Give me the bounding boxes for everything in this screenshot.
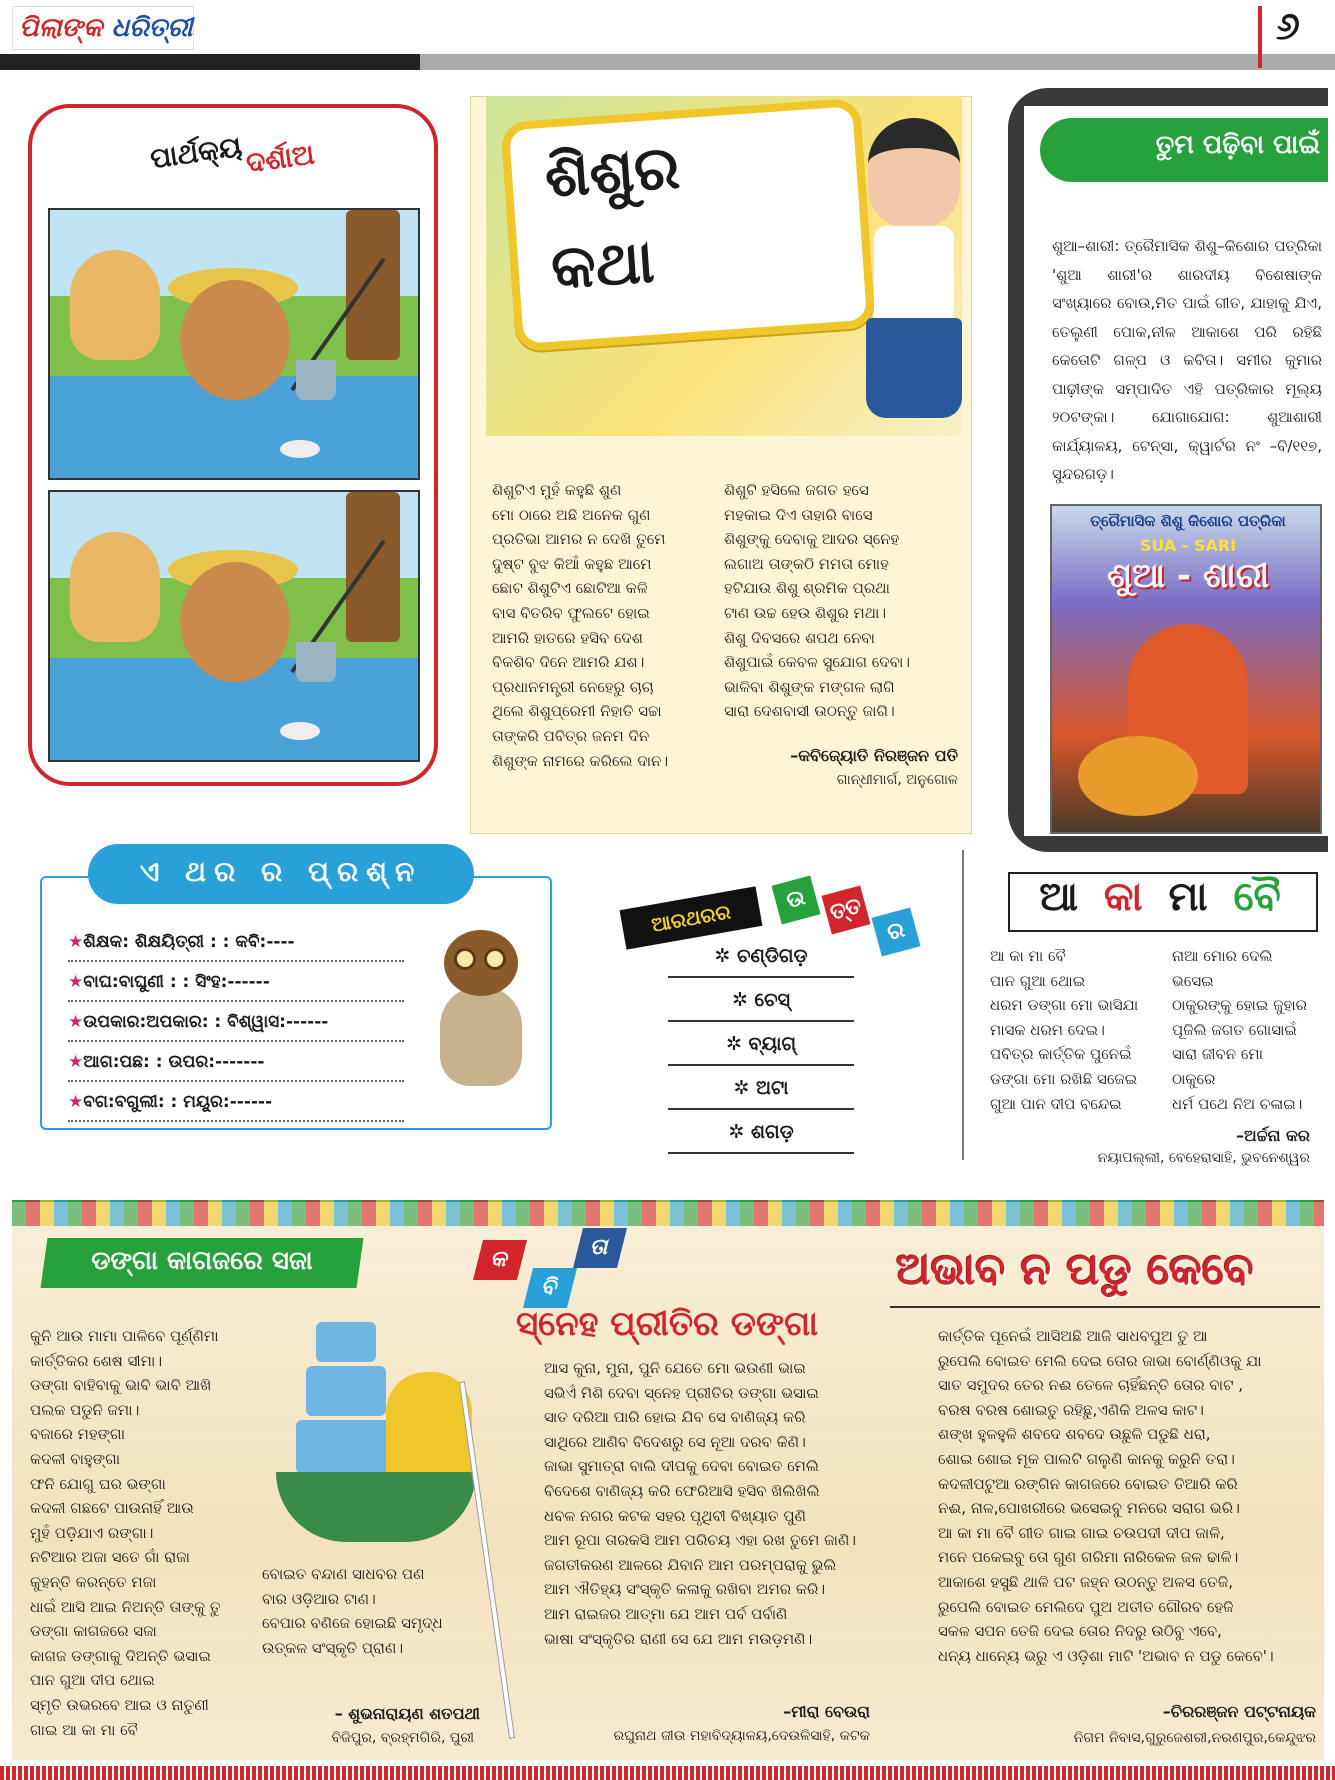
masthead-logo bbox=[12, 6, 194, 50]
story-title: ଶିଶୁର କଥା bbox=[542, 132, 682, 304]
tree-icon bbox=[346, 492, 400, 642]
kabita-letter: ବି bbox=[523, 1268, 577, 1308]
quiz-row bbox=[68, 922, 404, 962]
peacock-hull-icon bbox=[276, 1472, 476, 1542]
magazine-cover bbox=[1050, 504, 1322, 834]
spot-difference-image-1 bbox=[48, 208, 420, 480]
sail-icon bbox=[296, 1420, 396, 1474]
akamabai-title bbox=[1008, 874, 1318, 920]
magazine-subtitle: ତ୍ରୈମାସିକ ଶିଶୁ କିଶୋର ପତ୍ରିକା bbox=[1090, 512, 1286, 530]
story-poem-column-2: ଶିଶୁଟି ହସିଲେ ଜଗତ ହସେ ମହକାଇ ଦିଏ ତାହାରି ବାସେ ଶିଶୁଙ୍କୁ ଦେବାକୁ ଆଦର ସ୍ନେହ ଲଗାଅ ତାଙ୍କଠି ମମତା ମୋହ ହଟିଯାଉ ଶିଶୁ ଶ୍ରମିକ ପ୍ରଥା ଟାଣ ଉଚ୍ଚ ହେଉ ଶିଶୁର ମଥା। ଶିଶୁ ଦିବସରେ ଶପଥ ନେବା ଶିଶୁପାଇଁ କେବଳ ସୁଯୋଗ ଦେବା। ଭାଳିବା ଶିଶୁଙ୍କ ମଙ୍ଗଳ ଲାଗି ସାରା ଦେଶବାସୀ ଉଠନ୍ତୁ ଜାଗି। bbox=[724, 481, 910, 721]
right-poem-body: କାର୍ତ୍ତିକ ପୂନେଇଁ ଆସିଅଛି ଆଜି ସାଧବପୁଅ ତୁ ଆ ରୁପେଲି ବୋଇତ ମେଲି ଦେଇ ତୋର ଜାଭା ବୋର୍ଣ୍ଣିଓକୁ ଯା ସାତ ସମୁଦର ତେର ନଈ ତେଳେ ଚାହିଁଛନ୍ତି ତୋର ବାଟ , ବରଷ ବରଷ ଶୋଇତୁ ରହିଛୁ,ଏଣିକି ଅଳସ କାଟ। ଶଙ୍ଖ ହୁଳହୁଳି ଶବଦେ ଶବଦେ ଉଛୁଳି ପଡୁଛି ଧରା, ଶୋଇ ଶୋଇ ମୂକ ପାଲଟି ଗଲୁଣି କାନକୁ କରୁନି ତରା। କଦଳୀପଟୁଆ ରଙ୍ଗିନ କାଗଜରେ ବୋଇତ ତିଆରି କରି ନଈ, ନାଳ,ପୋଖରୀରେ ଭସେଇବୁ ମନରେ ସରାଗ ଭରି। ଆ କା ମା ବୈ ଗୀତ ଗାଇ ଗାଇ ଚଉପଦୀ ଦୀପ ଜାଳି, ମନେ ପକେଇବୁ ତୋ ଗୁଣ ଗରିମା ନାରିକେଳ ଜଳ ଢାଳି। ଆକାଶେ ହସୁଛି ଥାଳି ପଟ ଜହ୍ନ ଉଠନ୍ତୁ ଅଳସ ତେଜି, ରୁପେଲି ବୋଇତ ମେଲିଦେ ପୁଅ ଅତୀତ ଗୌରବ ହେଜି ସକଳ ସପନ ତେଜି ଦେଇ ତୋର ନିଦରୁ ଉଠିବୁ ଏବେ, ଧନ୍ୟ ଧାନ୍ୟେ ଭରୁ ଏ ଓଡ଼ିଶା ମାଟି 'ଅଭାବ ନ ପଡୁ କେବେ'। bbox=[938, 1327, 1274, 1665]
owl-eye bbox=[484, 948, 506, 970]
quiz-row-text: ଆଗ:ପଛ: : ଉପର:------- bbox=[83, 1052, 265, 1072]
answer-item: ✲ ଅଟା bbox=[668, 1066, 854, 1110]
magazine-name: ଶୁଆ - ଶାରୀ bbox=[1106, 556, 1270, 596]
mid-poem-title: ସ୍ନେହ ପ୍ରୀତିର ଡଙ୍ଗା bbox=[516, 1304, 818, 1344]
akamabai-author: –ଅର୍ଚ୍ଚନା କର bbox=[1235, 1126, 1310, 1145]
kabita-letter: କ bbox=[473, 1240, 527, 1280]
left-poem-column-2: ବୋଇତ ବନ୍ଦାଣ ସାଧବର ପଣ ବାର ଓଡ଼ିଆର ଟାଣ। ବେପାର ବଣିଜେ ହୋଇଛି ସମୃଦ୍ଧ ଉତ୍କଳ ସଂସ୍କୃତି ପ୍ରାଣ। bbox=[262, 1565, 443, 1657]
header-bar-grey bbox=[420, 54, 1335, 70]
kabita-letter: ତା bbox=[573, 1228, 627, 1268]
sail-icon bbox=[316, 1322, 376, 1362]
boat-illustration-icon bbox=[276, 1322, 476, 1552]
answers-letter: ର bbox=[872, 908, 921, 957]
answer-item: ✲ ଚଣ୍ଡିଗଡ଼ bbox=[668, 934, 854, 978]
footer-bar bbox=[0, 1766, 1335, 1780]
akamabai-title-ka: କା bbox=[1103, 874, 1149, 920]
tree-icon bbox=[346, 210, 400, 360]
garland-decoration bbox=[12, 1200, 1324, 1226]
bucket-icon bbox=[296, 360, 336, 400]
mid-poem-body: ଆସ କୁନା, ମୁନା, ପୁନି ଯେତେ ମୋ ଭଉଣୀ ଭାଇ ସଭିଏଁ ମିଶି ଦେବା ସ୍ନେହ ପ୍ରୀତିର ଡଙ୍ଗା ଭସାଇ ସାତ ଦରିଆ ପାରି ହୋଇ ଯିବ ସେ ବାଣିଜ୍ୟ କରି ସାଥିରେ ଆଣିବ ବିଦେଶରୁ ସେ ନୂଆ ଦରବ କିଣି। ଜାଭା ସୁମାତ୍ରା ବାଲି ଦୀପକୁ ଦେବା ବୋଇତ ମେଲି ବିଦେଶେ ବାଣିଜ୍ୟ କରି ଫେରିଆସି ହସିବ ଖିଲିଖିଲି ଧବଳ ନଗର କଟକ ସହର ପୃଥିବୀ ବିଖ୍ୟାତ ପୁଣି ଆମ ରୂପା ତାରକସି ଆମ ପରିଚୟ ଏହା ରଖ ତୁମେ ଜାଣି। ଜଗତୀକରଣ ଆଳରେ ଯିବାନି ଆମ ପରମ୍ପରାକୁ ଭୁଲି ଆମ ଐତିହ୍ୟ ସଂସ୍କୃତି କଳାକୁ ରଖିବା ଅମର କରି। ଆମ ରାଇଜର ଆତ୍ମା ଯେ ଆମ ପର୍ବ ପର୍ବାଣି ଭାଷା ସଂସ୍କୃତିର ରାଣୀ ସେ ଯେ ଆମ ମଉଡ଼ମଣି। bbox=[544, 1359, 857, 1648]
quiz-row bbox=[68, 1082, 404, 1122]
bucket-icon bbox=[296, 642, 336, 682]
right-poem-author-place: ନିଗମ ନିବାସ,ଗୁରୁଜେଶରୀ,ନରଣପୁର,କେନ୍ଦୁଝର bbox=[1073, 1730, 1316, 1746]
mid-poem-author-place: ରଘୁନାଥ ଜୀଉ ମହାବିଦ୍ୟାଳୟ,ଦେଉଳିସାହି, କଟକ bbox=[613, 1728, 870, 1744]
girl-body bbox=[874, 226, 954, 326]
dog-icon bbox=[180, 562, 290, 682]
quiz-row bbox=[68, 962, 404, 1002]
quiz-row bbox=[68, 1002, 404, 1042]
sail-icon bbox=[306, 1366, 386, 1416]
cat-icon bbox=[70, 532, 160, 642]
akamabai-title-a: ଆ bbox=[1039, 874, 1084, 920]
header-bar-dark bbox=[0, 54, 420, 70]
page-number: ୬ bbox=[1276, 4, 1300, 48]
left-poem-author: – ଶୁଭନାରାୟଣ ଶତପଥୀ bbox=[334, 1704, 480, 1723]
spot-difference-title-2: ଦର୍ଶାଅ bbox=[243, 137, 317, 180]
left-poem-title: ଡଙ୍ଗା କାଗଜରେ ସଜା bbox=[91, 1246, 313, 1276]
right-poem-author: –ଚିରରଞ୍ଜନ ପଟ୍ଟନାୟକ bbox=[1162, 1702, 1316, 1721]
answers-letter: ଉ bbox=[772, 876, 821, 925]
girl-skirt bbox=[866, 318, 962, 418]
read-body: ଶୁଆ–ଶାରୀ: ତ୍ରୈମାସିକ ଶିଶୁ–କିଶୋର ପତ୍ରିକା 'ଶୁଆ ଶାରୀ'ର ଶାରଦୀୟ ବିଶେଷାଙ୍କ ସଂଖ୍ୟାରେ ବୋଉ,ମିତ ପାଇଁ ଗୀତ, ଯାହାକୁ ଯିଏ, ତେଲୁଣୀ ପୋକ,ନୀଳ ଆକାଶେ ପରି ରହିଛି କେତୋଟି ଗଳ୍ପ ଓ କବିତା। ସମୀର କୁମାର ପାଢ଼ୀଙ୍କ ସମ୍ପାଦିତ ଏହି ପତ୍ରିକାର ମୂଲ୍ୟ ୨୦ଟଙ୍କା। ଯୋଗାଯୋଗ: ଶୁଆଶାରୀ କାର୍ଯ୍ୟାଳୟ, ଟେନ୍‌ସା, କ୍ୱାର୍ଟର ନଂ –ବି/୧୧୭, ସୁନ୍ଦରଗଡ଼। bbox=[1052, 237, 1322, 483]
answer-item: ✲ ବ୍ୟାଗ୍ bbox=[668, 1022, 854, 1066]
header-divider bbox=[1258, 6, 1262, 68]
akamabai-poem-column-1: ଆ କା ମା ବୈ ପାନ ଗୁଆ ଥୋଇ ଧରମ ଡଙ୍ଗା ମୋ ଭାସିଯା ମାସକ ଧରମ ଦେଇ। ପବିତ୍ର କାର୍ତ୍ତିକ ପୁନେଇଁ ଡଙ୍ଗା ମୋ ରଖିଛି ସଜେଇ ଗୁଆ ପାନ ଦୀପ ବନ୍ଦେଇ bbox=[990, 947, 1139, 1113]
answer-item: ✲ ଚେସ୍ bbox=[668, 978, 854, 1022]
logo-part2: ଧରିତ୍ରୀ bbox=[111, 13, 193, 43]
spot-difference-image-2 bbox=[48, 490, 420, 762]
answer-item: ✲ ଶଗଡ଼ bbox=[668, 1110, 854, 1154]
right-poem-rule bbox=[890, 1306, 1320, 1308]
quiz-row-text: ଶିକ୍ଷକ: ଶିକ୍ଷୟିତ୍ରୀ : : କବି:---- bbox=[83, 932, 295, 952]
quiz-row-text: ବାଘ:ବାଘୁଣୀ : : ସିଂହ:------ bbox=[83, 972, 270, 992]
akamabai-title-ma: ମା bbox=[1168, 874, 1214, 920]
story-poem-column-1: ଶିଶୁଟିଏ ମୁହଁ କହୁଛି ଶୁଣ ମୋ ଠାରେ ଅଛି ଅନେକ ଗୁଣ ପ୍ରତିଭା ଆମର ନ ଦେଖି ତୁମେ ଦୁଷ୍ଟ ବୁଝ କିଆଁ କହୁଛ ଆମେ ଛୋଟ ଶିଶୁଟିଏ ଛୋଟିଆ କଳି ବାସ ବିତରିବ ଫୁଲଟେ ହୋଇ ଆମରି ହାତରେ ହସିବ ଦେଶ ବିକଶିବ ଦିନେ ଆମରି ଯଶ। ପ୍ରଧାନମନ୍ତ୍ରୀ ନେହେରୁ ଚାଚା ଥିଲେ ଶିଶୁପ୍ରେମୀ ନିହାତି ସଚ୍ଚା ତାଙ୍କରି ପବିତ୍ର ଜନମ ଦିନ ଶିଶୁଙ୍କ ନାମରେ କରିଲେ ଦାନ। bbox=[492, 481, 669, 770]
akamabai-author-place: ନୟାପଲ୍ଲୀ, ବେହେରାସାହି, ଭୁବନେଶ୍ୱର bbox=[1097, 1150, 1310, 1166]
fish-icon bbox=[280, 440, 320, 458]
column-divider bbox=[962, 850, 964, 1160]
left-poem-author-place: ବିଜିପୁର, ବ୍ରହ୍ମଗିରି, ପୁରୀ bbox=[331, 1730, 474, 1746]
tiger-icon bbox=[1078, 736, 1198, 816]
story-author-place: ଗାନ୍ଧୀମାର୍ଗ, ଅନୁଗୋଳ bbox=[836, 772, 958, 788]
owl-eye bbox=[454, 948, 476, 970]
star-icon: ★ bbox=[68, 1012, 84, 1032]
star-icon: ★ bbox=[68, 1092, 84, 1112]
story-author: –କବିଜ୍ୟୋତି ନିରଞ୍ଜନ ପତି bbox=[790, 746, 958, 765]
star-icon: ★ bbox=[68, 932, 84, 952]
star-icon: ★ bbox=[68, 972, 84, 992]
quiz-row-text: ବଗ:ବଗୁଲୀ: : ମୟୂର:------ bbox=[83, 1092, 273, 1112]
spot-difference-title-1: ପାର୍ଥକ୍ୟ bbox=[148, 129, 244, 176]
left-poem-column-1: କୁନି ଆଉ ମାମା ପାଳିବେ ପୂର୍ଣ୍ଣିମା କାର୍ତ୍ତିକର ଶେଷ ସୀମା। ଡଙ୍ଗା ବାହିବାକୁ ଭାବି ଭାବି ଆଖି ପଲକ ପଡୁନି ଜମା। ବଜାରେ ମହଙ୍ଗା କଦଳୀ ବାହୁଙ୍ଗା ଫନି ଯୋଗୁ ଘର ଭଙ୍ଗା କଦଳୀ ଗଛଟେ ପାଉନାହିଁ ଆଉ ମୁହଁ ପଡ଼ିଯାଏ ରଙ୍ଗା। ନଟିଆର ଅଜା ସତେ ଗାଁ ରାଜା କୁହନ୍ତି କରନ୍ତେ ମଜା ଧାଇଁ ଆସି ଆଇ ନିଅନ୍ତି ତାଙ୍କୁ ତୁ ଡଙ୍ଗା କାଗଜରେ ସଜା କାଗଜ ଡଙ୍ଗାକୁ ଦିଅନ୍ତି ଭସାଇ ପାନ ଗୁଆ ଦୀପ ଥୋଇ ସ୍ମୃତି ଉଭରବେ ଆଇ ଓ ନାତୁଣୀ ଗାଇ ଆ କା ମା ବୈ bbox=[30, 1327, 221, 1739]
read-title: ତୁମ ପଢ଼ିବା ପାଇଁ bbox=[1155, 130, 1320, 160]
girl-illustration-icon bbox=[860, 118, 968, 436]
answers-tag: ଆରଥରର bbox=[620, 886, 763, 949]
akamabai-title-bai: ବୈ bbox=[1233, 874, 1287, 920]
quiz-row bbox=[68, 1042, 404, 1082]
quiz-row-text: ଉପକାର:ଅପକାର: : ବିଶ୍ୱାସ:------ bbox=[83, 1012, 329, 1032]
owl-icon bbox=[440, 930, 526, 1110]
mid-poem-author: –ମୀରା ବେଉରା bbox=[783, 1702, 870, 1721]
girl-head bbox=[868, 118, 960, 228]
right-poem-title: ଅଭାବ ନ ପଡୁ କେବେ bbox=[896, 1244, 1254, 1295]
akamabai-poem-column-2: ନାଆ ମୋର ଦେଲି ଭସେଇ ଠାକୁରଙ୍କୁ ହୋଇ ଜୁହାର ପୂଜିଲି ଜଗତ ଗୋସାଇଁ ସାରା ଜୀବନ ମୋ ଠାକୁରେ ଧର୍ମ ପଥେ ନିଅ ଚଳାଇ। bbox=[1172, 947, 1307, 1113]
logo-part1: ପିଲାଙ୍କ bbox=[19, 13, 103, 43]
cat-icon bbox=[70, 250, 160, 360]
owl-body bbox=[440, 986, 522, 1086]
dog-icon bbox=[180, 280, 290, 400]
magazine-name-latin: SUA - SARI bbox=[1139, 536, 1237, 555]
star-icon: ★ bbox=[68, 1052, 84, 1072]
fish-icon bbox=[280, 722, 320, 740]
quiz-title: ଏ ଥର ର ପ୍ରଶ୍ନ bbox=[139, 855, 423, 888]
answers-letter: ତ୍ତ bbox=[822, 886, 871, 935]
